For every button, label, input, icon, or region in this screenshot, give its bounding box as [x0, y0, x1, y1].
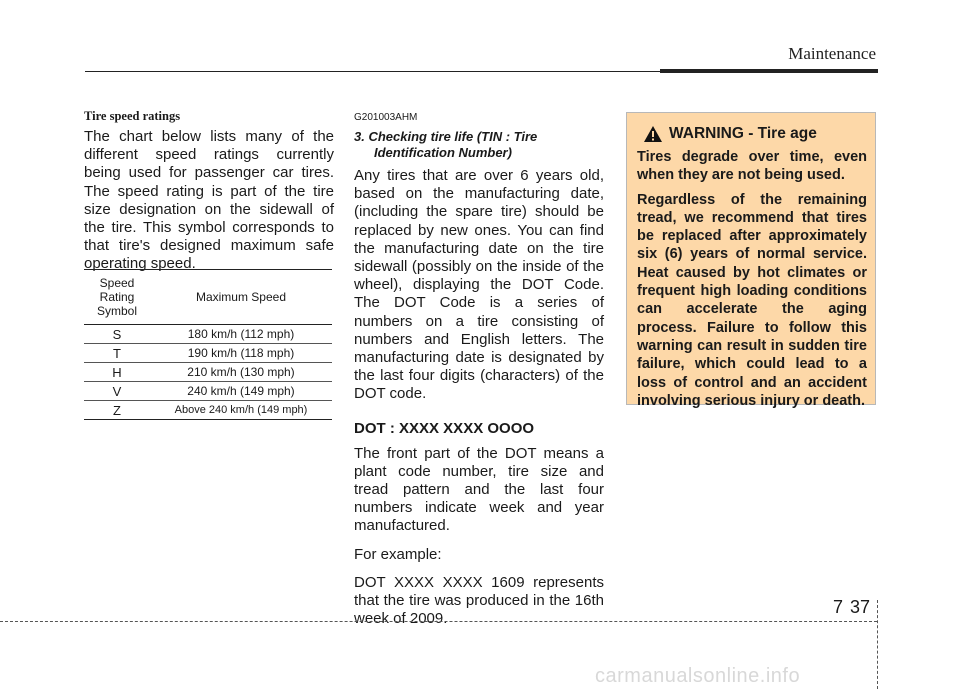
table-row: [84, 363, 332, 382]
table-cell-max: 240 km/h (149 mph): [150, 382, 332, 401]
left-column: [84, 109, 334, 274]
footer-divider: [877, 600, 878, 689]
watermark: carmanualsonline.info: [595, 665, 801, 687]
example-paragraph: DOT XXXX XXXX 1609 represents that the tire was produced in the 16th week of 2009.: [354, 573, 604, 628]
table-header-row: [84, 270, 332, 325]
tire-life-paragraph: Any tires that are over 6 years old, based on the manufacturing date, (including the spare tire) should be replaced by new ones. You can find the manufacturing date on the tire sidewall (possibly on the inside of the wheel), displaying the DOT Code. The DOT Code is a series of numbers on a tire consisting of numbers and English letters. The manufacturing date is designated by the last four digits (characters) of the DOT code.: [354, 167, 604, 403]
warning-text-1: Tires degrade over time, even when they are not being used.: [637, 149, 867, 184]
tire-life-heading-line2: Identification Number): [374, 145, 512, 160]
warning-triangle-icon: [643, 125, 663, 143]
warning-box: [626, 112, 876, 409]
tire-life-heading: [354, 129, 604, 161]
section-title: Maintenance: [788, 44, 876, 63]
table-cell-symbol: Z: [84, 401, 150, 420]
warning-text-2: Regardless of the remaining tread, we recommend that tires be replaced after approximately six (6) years of normal service. Heat caused by hot climates or frequent high loading conditions can accelerate the aging process. Failure to follow this warning can result in sudden tire failure, which could lead to a loss of control and an accident involving serious injury or death.: [637, 191, 867, 409]
tire-life-heading-line1: 3. Checking tire life (TIN : Tire: [354, 129, 538, 144]
example-label: For example:: [354, 545, 442, 563]
table-row: [84, 344, 332, 363]
table-cell-max: 190 km/h (118 mph): [150, 344, 332, 363]
chapter-number: 7: [833, 597, 844, 617]
table-row: [84, 382, 332, 401]
table-row: [84, 325, 332, 344]
table-cell-symbol: S: [84, 325, 150, 344]
table-cell-symbol: V: [84, 382, 150, 401]
header-rule-thin: [85, 71, 660, 72]
footer-rule: [0, 621, 877, 622]
table-cell-symbol: T: [84, 344, 150, 363]
speed-ratings-paragraph: The chart below lists many of the different speed ratings currently being used for passenger car tires. The speed rating is part of the tire size designation on the sidewall of the tire. This symbol corresponds to that tire's designed maximum safe operating speed.: [84, 128, 334, 273]
dot-explanation-paragraph: The front part of the DOT means a plant code number, tire size and tread pattern and the last four numbers indicate week and year manufactured.: [354, 444, 604, 535]
table-cell-max: 180 km/h (112 mph): [150, 325, 332, 344]
page-number: 37: [850, 597, 871, 617]
table-row: [84, 401, 332, 420]
section-code: G201003AHM: [354, 112, 418, 123]
dot-code-heading: DOT : XXXX XXXX OOOO: [354, 419, 535, 437]
table-cell-max: 210 km/h (130 mph): [150, 363, 332, 382]
header-rule-thick: [660, 69, 878, 73]
table-cell-symbol: H: [84, 363, 150, 382]
warning-title: WARNING - Tire age: [669, 125, 817, 142]
speed-rating-table: [84, 269, 332, 420]
warning-header: [643, 125, 867, 143]
middle-column: [354, 109, 604, 638]
table-cell-max: Above 240 km/h (149 mph): [150, 401, 332, 420]
table-header-symbol: Speed Rating Symbol: [96, 276, 137, 318]
speed-ratings-heading: Tire speed ratings: [84, 109, 181, 123]
table-header-max-speed: Maximum Speed: [195, 290, 287, 304]
